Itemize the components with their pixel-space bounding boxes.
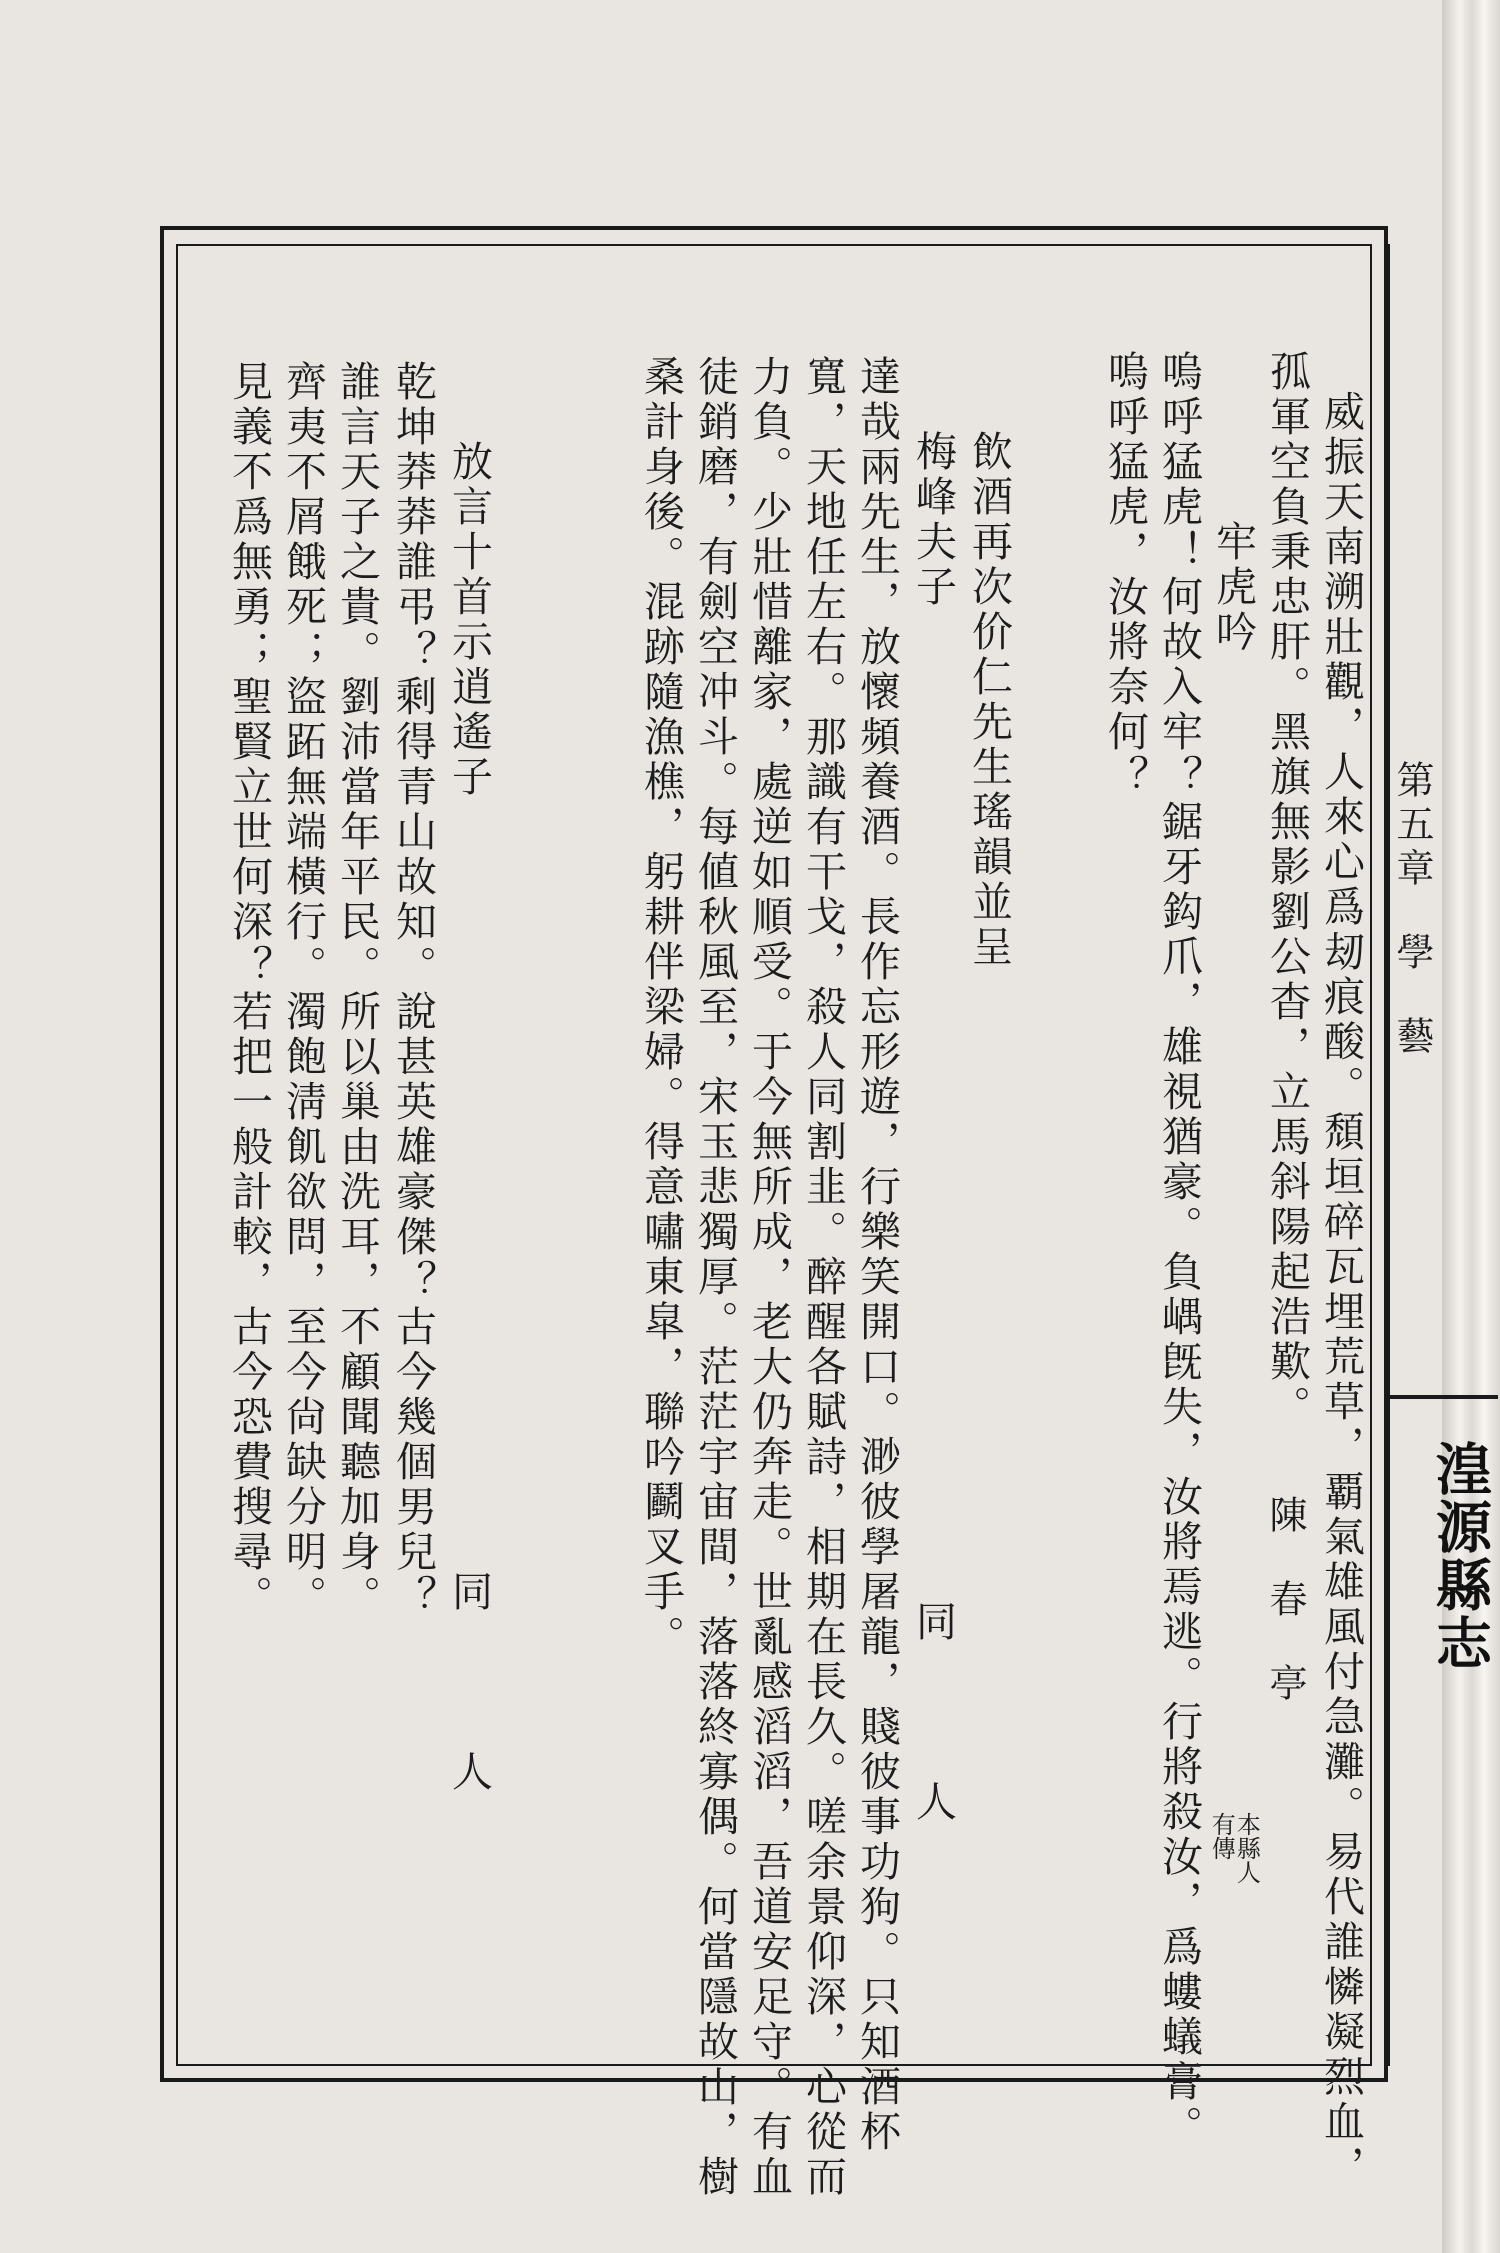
author-name: 陳 春 亭 — [1263, 1495, 1307, 1705]
poem-title-continued: 梅峰夫子 — [909, 430, 957, 610]
poem-line: 桑計身後。混跡隨漁樵，躬耕伴梁婦。得意嘯東皐，聯吟鬬叉手。 — [637, 355, 685, 1660]
header-column — [1388, 244, 1444, 2066]
section-char-2: 藝 — [1390, 1016, 1434, 1060]
poem-line: 威振天南溯壯觀，人來心爲刼痕酸。頹垣碎瓦埋荒草，覇氣雄風付急灘。易代誰憐凝烈血， — [1317, 390, 1365, 2190]
author-same: 同 人 — [909, 1600, 957, 1825]
poem-line: 孤軍空負秉忠肝。黑旗無影劉公杳，立馬斜陽起浩歎。 — [1263, 350, 1311, 1430]
header-rule — [1388, 1395, 1498, 1399]
chapter-number: 第五章 — [1390, 760, 1434, 892]
poem-title: 飲酒再次价仁先生瑤韻並呈 — [965, 430, 1013, 970]
poem-line: 徒銷磨，有劍空冲斗。每値秋風至，宋玉悲獨厚。茫茫宇宙間，落落終寡偶。何當隱故山，樹 — [691, 355, 739, 2200]
poem-line: 力負。少壯惜離家，處逆如順受。于今無所成，老大仍奔走。世亂感滔滔，吾道安足守。有血 — [745, 355, 793, 2200]
chapter-heading — [1390, 760, 1440, 1060]
author-same: 同 人 — [445, 1570, 493, 1795]
poem-line: 齊夷不屑餓死；盜跖無端橫行。濁飽淸飢欲問，至今尙缺分明。 — [279, 360, 327, 1620]
poem-line: 見義不爲無勇；聖賢立世何深？若把一般計較，古今恐費搜尋。 — [225, 360, 273, 1620]
poem-line: 嗚呼猛虎！何故入牢？鋸牙鈎爪，雄視猶豪。負嵎旣失，汝將焉逃。行將殺汝，爲螻蟻膏。 — [1155, 350, 1203, 2150]
poem-line: 誰言天子之貴。劉沛當年平民。所以巢由洗耳，不顧聞聽加身。 — [333, 360, 381, 1620]
poem-line: 寬，天地任左右。那識有干戈，殺人同割韭。醉醒各賦詩，相期在長久。嗟余景仰深，心從而 — [799, 355, 847, 2200]
poem-line: 達哉兩先生，放懷頻養酒。長作忘形遊，行樂笑開口。渺彼學屠龍，賤彼事功狗。只知酒杯 — [853, 355, 901, 2155]
section-char-1: 學 — [1390, 932, 1434, 976]
poem-line: 嗚呼猛虎，汝將奈何？ — [1101, 350, 1149, 800]
author-note: 本縣人 有傳 — [1207, 1812, 1261, 1884]
page-edge — [1442, 0, 1500, 2253]
poem-title: 放言十首示逍遙子 — [445, 440, 493, 800]
poem-title: 牢虎吟 — [1209, 520, 1257, 655]
book-title: 湟源縣志 — [1427, 1440, 1493, 1672]
poem-line: 乾坤莽莽誰弔？剩得青山故知。說甚英雄豪傑？古今幾個男兒？ — [389, 360, 437, 1620]
